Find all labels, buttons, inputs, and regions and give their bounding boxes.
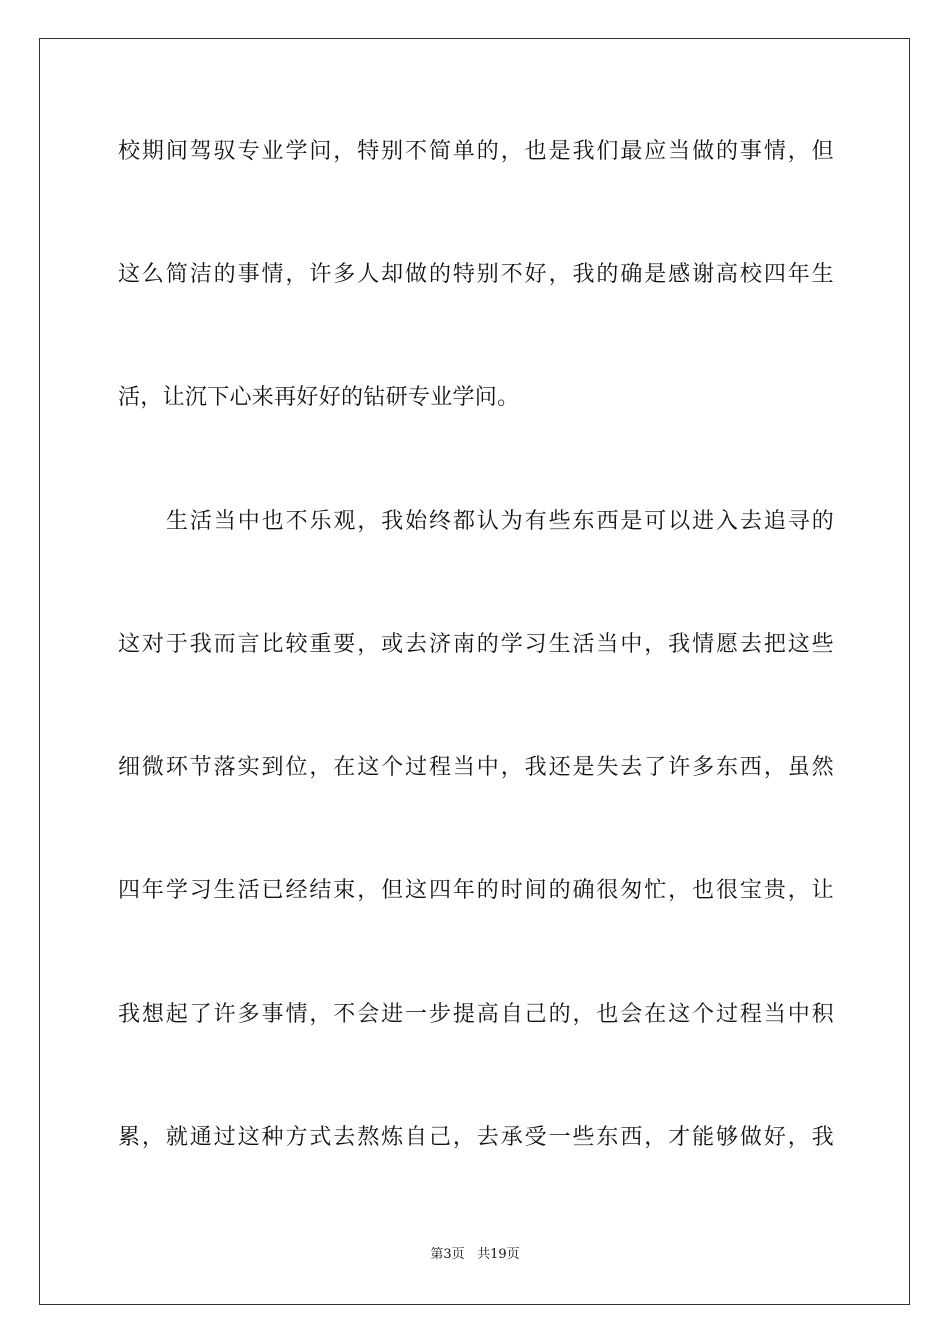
paragraph-line-3: 活，让沉下心来再好好的钻研专业学问。 [118,385,520,410]
paragraph-line-8: 我想起了许多事情，不会进一步提高自己的，也会在这个过程当中积 [118,1002,834,1027]
paragraph-line-5: 这对于我而言比较重要，或去济南的学习生活当中，我情愿去把这些 [118,632,834,657]
paragraph-line-4: 生活当中也不乐观，我始终都认为有些东西是可以进入去追寻的 [166,509,834,534]
paragraph-line-6: 细微环节落实到位，在这个过程当中，我还是失去了许多东西，虽然 [118,755,834,780]
page-footer [0,1246,950,1264]
page-border [39,38,910,1305]
page-number: 第3页 [430,1247,465,1262]
paragraph-line-7: 四年学习生活已经结束，但这四年的时间的确很匆忙，也很宝贵，让 [118,878,834,903]
paragraph-line-9: 累，就通过这种方式去熬炼自己，去承受一些东西，才能够做好，我 [118,1125,834,1150]
paragraph-line-1: 校期间驾驭专业学问，特别不简单的，也是我们最应当做的事情，但 [118,139,834,164]
paragraph-line-2: 这么简洁的事情，许多人却做的特别不好，我的确是感谢高校四年生 [118,262,834,287]
page-total: 共19页 [477,1247,520,1262]
